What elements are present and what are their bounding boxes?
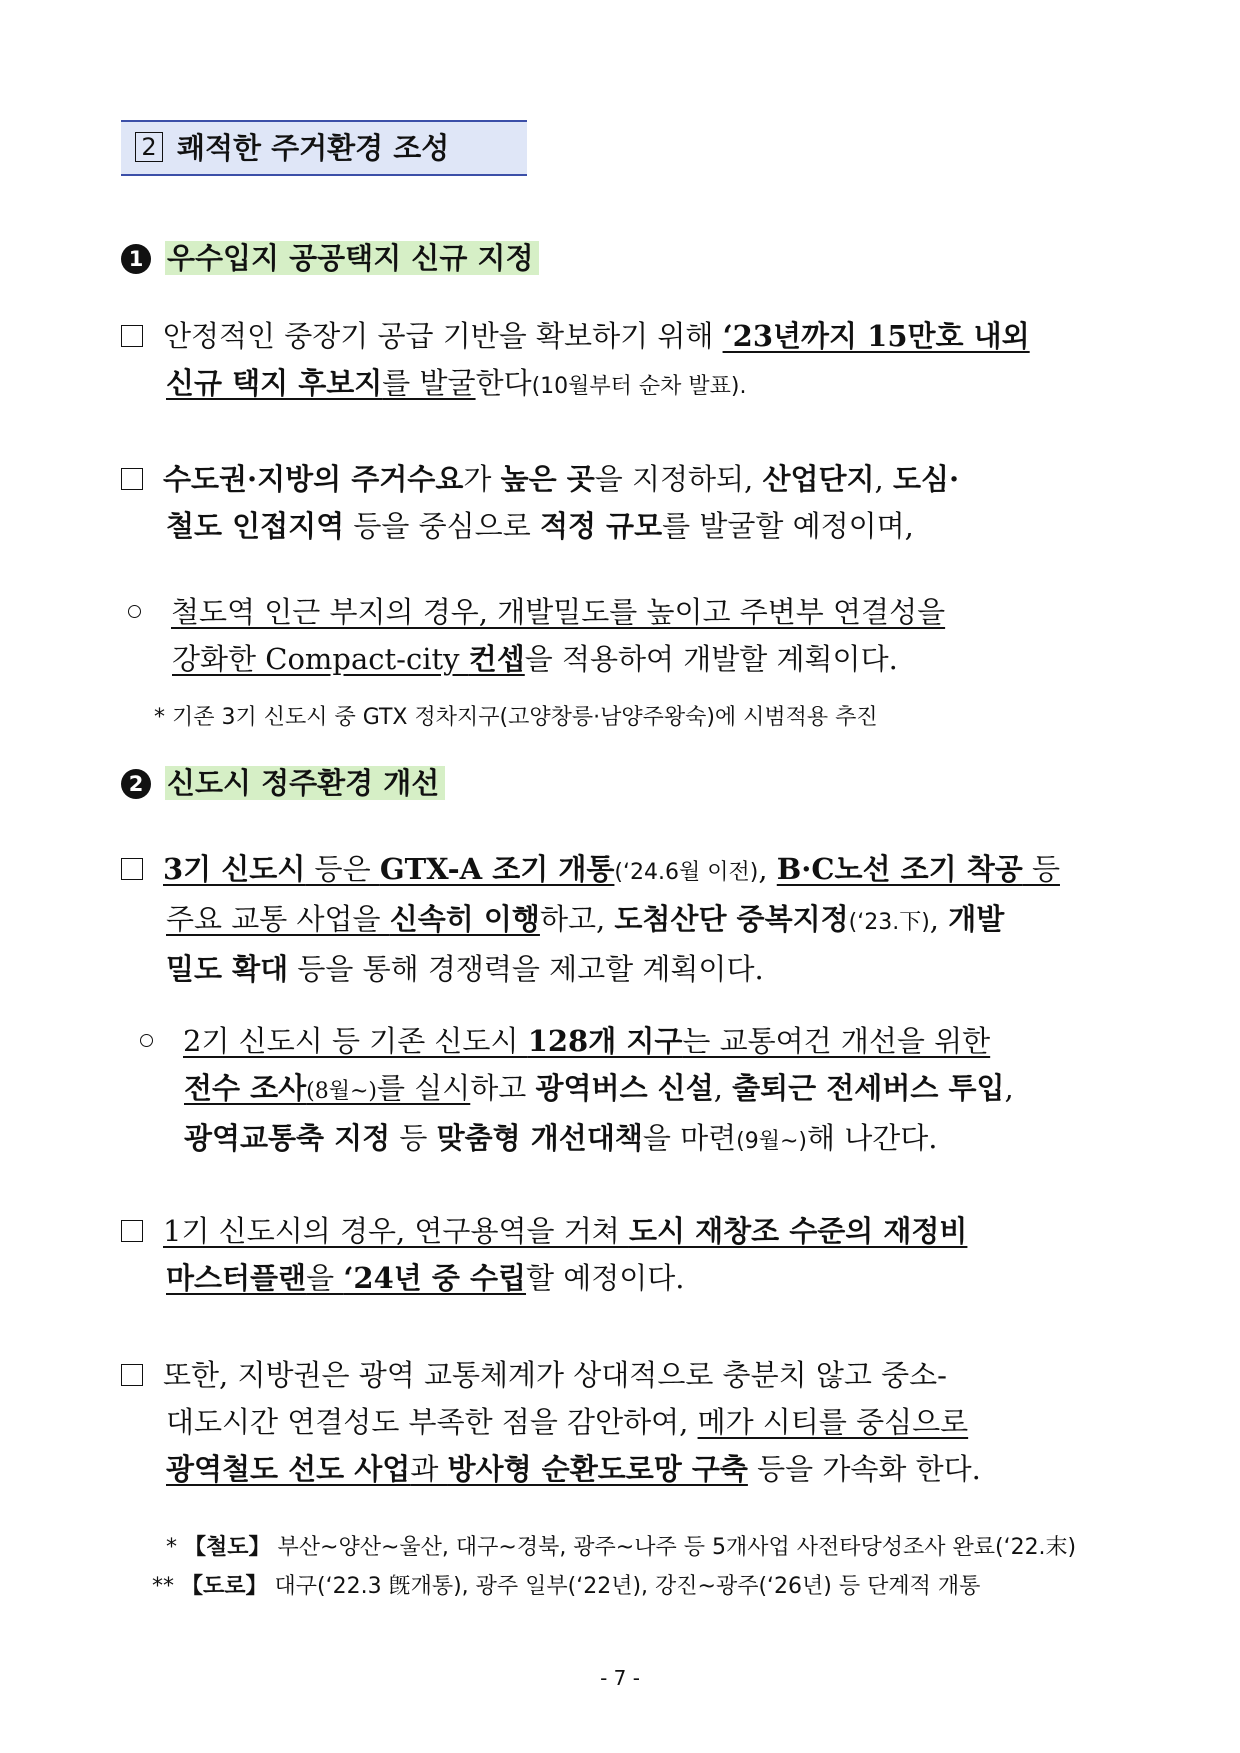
section-header bbox=[121, 120, 527, 176]
footnote-3: ** 【도로】 대구(‘22.3 旣개통), 광주 일부(‘22년), 강진~광주(‘26년) 등 단계적 개통 bbox=[152, 1574, 981, 1599]
section-title: 쾌적한 주거환경 조성 bbox=[177, 131, 450, 165]
footnote-2: * 【철도】 부산~양산~울산, 대구~경북, 광주~나주 등 5개사업 사전타당성조사 완료(‘22.末) bbox=[166, 1535, 1077, 1560]
box-bullet bbox=[121, 325, 143, 347]
paragraph-6: 1기 신도시의 경우, 연구용역을 거쳐 도시 재창조 수준의 재정비 마스터플랜을 ‘24년 중 수립할 예정이다. bbox=[121, 1208, 1121, 1302]
section-number: 2 bbox=[135, 132, 163, 162]
circle-bullet bbox=[140, 1034, 153, 1047]
paragraph-3: 철도역 인근 부지의 경우, 개발밀도를 높이고 주변부 연결성을 강화한 Compact-city 컨셉을 적용하여 개발할 계획이다. bbox=[128, 589, 1128, 683]
subheading-2-title: 신도시 정주환경 개선 bbox=[165, 766, 445, 800]
box-bullet bbox=[121, 1220, 143, 1242]
subheading-1-title: 우수입지 공공택지 신규 지정 bbox=[165, 241, 539, 275]
circled-number-1: 1 bbox=[121, 244, 151, 274]
box-bullet bbox=[121, 858, 143, 880]
paragraph-4: 3기 신도시 등은 GTX-A 조기 개통(‘24.6월 이전), B·C노선 조기 착공 등 주요 교통 사업을 신속히 이행하고, 도첨산단 중복지정(‘23.下), 개발 밀도 확대 등을 통해 경쟁력을 제고할 계획이다. bbox=[121, 846, 1121, 993]
paragraph-2: 수도권·지방의 주거수요가 높은 곳을 지정하되, 산업단지, 도심· 철도 인접지역 등을 중심으로 적정 규모를 발굴할 예정이며, bbox=[121, 456, 1121, 550]
paragraph-5: 2기 신도시 등 기존 신도시 128개 지구는 교통여건 개선을 위한 전수 조사(8월~)를 실시하고 광역버스 신설, 출퇴근 전세버스 투입, 광역교통축 지정 등 맞춤형 개선대책을 마련(9월~)해 나간다. bbox=[140, 1018, 1120, 1165]
footnote-1: * 기존 3기 신도시 중 GTX 정차지구(고양창릉·남양주왕숙)에 시범적용 추진 bbox=[154, 705, 878, 730]
circled-number-2: 2 bbox=[121, 769, 151, 799]
subheading-1 bbox=[121, 238, 539, 278]
circle-bullet bbox=[128, 605, 141, 618]
paragraph-1: 안정적인 중장기 공급 기반을 확보하기 위해 ‘23년까지 15만호 내외 신규 택지 후보지를 발굴한다(10월부터 순차 발표). bbox=[121, 313, 1121, 410]
box-bullet bbox=[121, 1364, 143, 1386]
page-number: - 7 - bbox=[600, 1666, 640, 1690]
subheading-2 bbox=[121, 763, 445, 803]
box-bullet bbox=[121, 468, 143, 490]
paragraph-7: 또한, 지방권은 광역 교통체계가 상대적으로 충분치 않고 중소- 대도시간 연결성도 부족한 점을 감안하여, 메가 시티를 중심으로 광역철도 선도 사업과 방사형 순환도로망 구축 등을 가속화 한다. bbox=[121, 1352, 1121, 1493]
